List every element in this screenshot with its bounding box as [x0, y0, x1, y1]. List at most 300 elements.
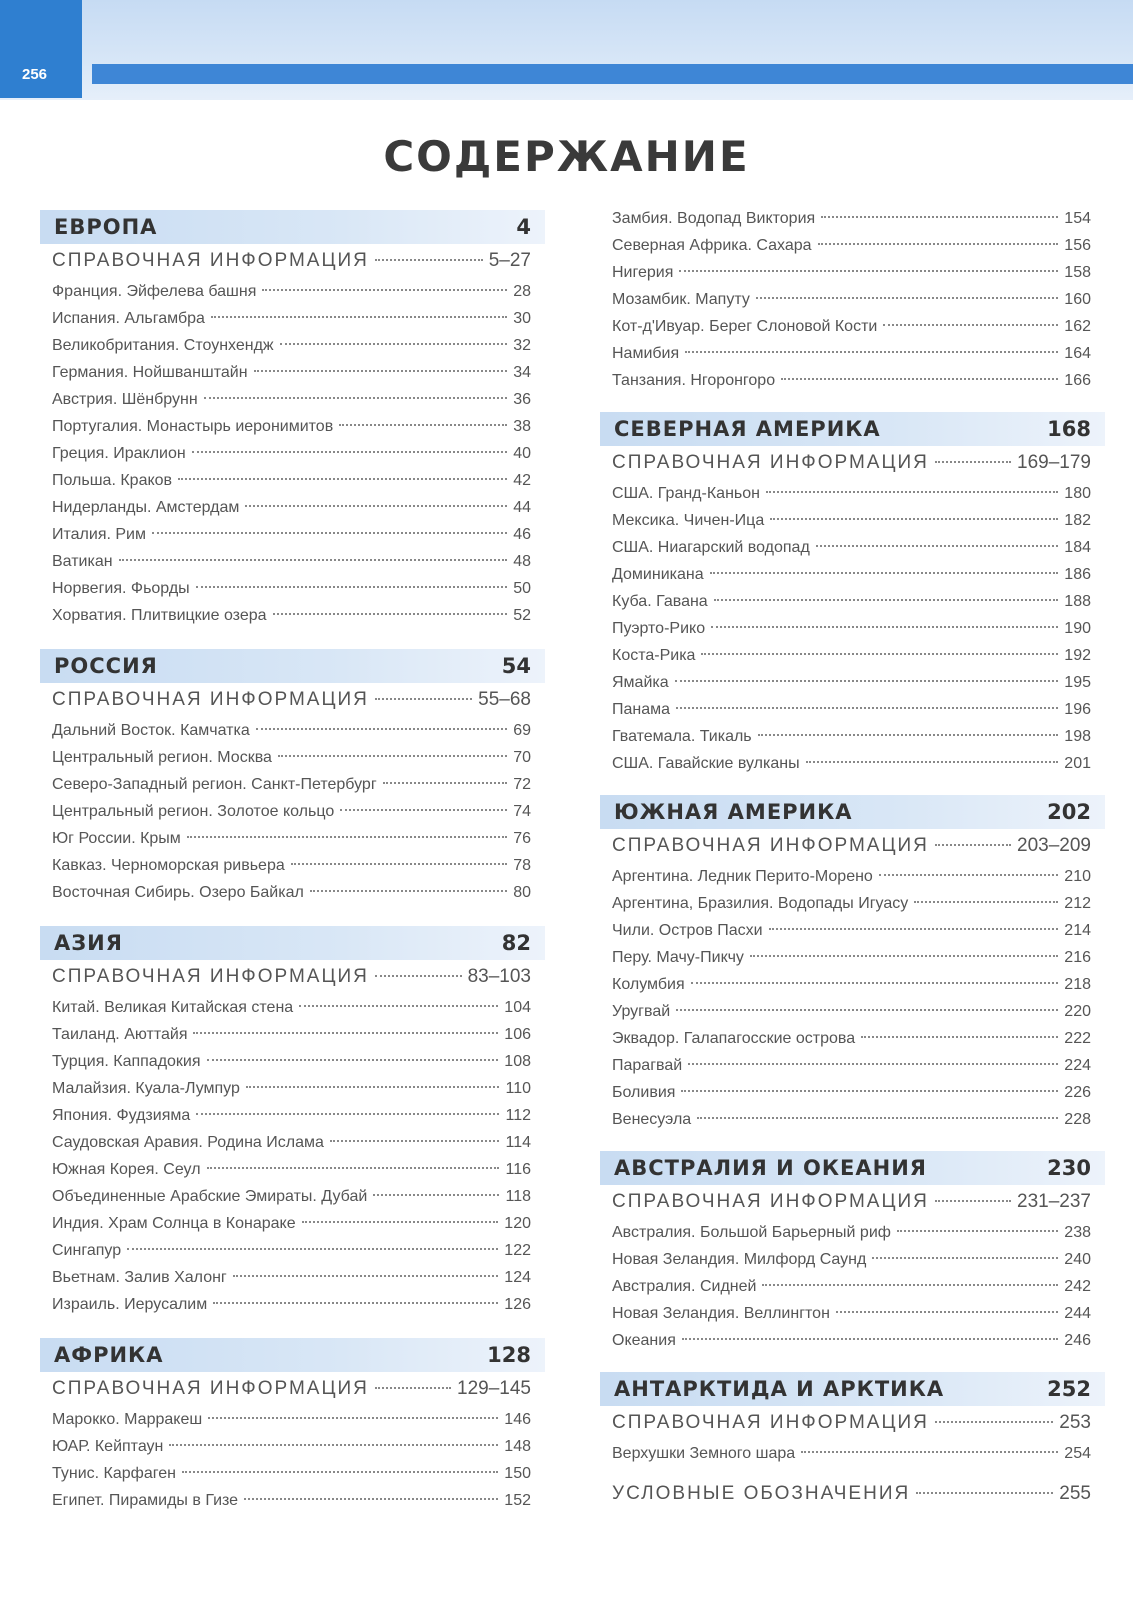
toc-entry[interactable] — [600, 507, 1105, 534]
toc-entry[interactable] — [600, 205, 1105, 232]
toc-entry-page: 195 — [1064, 674, 1091, 691]
dot-leader — [192, 451, 508, 453]
toc-entry-page: 184 — [1064, 539, 1091, 556]
dot-leader — [806, 761, 1059, 763]
toc-entry-label: Кавказ. Черноморская ривьера — [52, 857, 285, 874]
section-title: АВСТРАЛИЯ И ОКЕАНИЯ — [614, 1156, 927, 1180]
dot-leader — [373, 1194, 499, 1196]
toc-entry-page: 160 — [1064, 291, 1091, 308]
toc-entry-label: Новая Зеландия. Милфорд Саунд — [612, 1251, 867, 1268]
section-spacer — [600, 777, 1105, 795]
toc-entry-label: Малайзия. Куала-Лумпур — [52, 1080, 240, 1097]
section-header[interactable] — [40, 210, 545, 244]
toc-entry[interactable] — [40, 494, 545, 521]
toc-entry[interactable] — [600, 561, 1105, 588]
toc-entry-label: СПРАВОЧНАЯ ИНФОРМАЦИЯ — [52, 689, 369, 710]
dot-leader — [178, 478, 507, 480]
toc-entry-page: 83–103 — [467, 966, 531, 987]
section-page-number: 128 — [487, 1343, 531, 1367]
reference-info-entry[interactable] — [600, 446, 1105, 480]
toc-entry-label: СПРАВОЧНАЯ ИНФОРМАЦИЯ — [612, 835, 929, 856]
toc-entry-page: 226 — [1064, 1084, 1091, 1101]
reference-info-entry[interactable] — [600, 829, 1105, 863]
toc-entry[interactable] — [600, 588, 1105, 615]
reference-info-entry[interactable] — [40, 244, 545, 278]
section-page-number: 252 — [1047, 1377, 1091, 1401]
dot-leader — [916, 1492, 1053, 1494]
toc-section — [600, 412, 1105, 777]
toc-entry-label: Куба. Гавана — [612, 593, 708, 610]
toc-section — [40, 926, 545, 1318]
toc-entry[interactable] — [600, 1246, 1105, 1273]
toc-entry[interactable] — [600, 1300, 1105, 1327]
toc-entry[interactable] — [40, 1237, 545, 1264]
reference-info-entry[interactable] — [600, 1185, 1105, 1219]
toc-section — [600, 205, 1105, 394]
toc-entry-page: 146 — [504, 1411, 531, 1428]
toc-entry[interactable] — [40, 852, 545, 879]
dot-leader — [152, 532, 507, 534]
toc-entry-label: Аргентина. Ледник Перито-Морено — [612, 868, 873, 885]
toc-entry[interactable] — [40, 602, 545, 629]
toc-entry-page: 253 — [1059, 1412, 1091, 1433]
dot-leader — [679, 270, 1058, 272]
toc-entry[interactable] — [600, 750, 1105, 777]
toc-entry-page: 224 — [1064, 1057, 1091, 1074]
toc-entry-label: Ямайка — [612, 674, 669, 691]
reference-info-entry[interactable] — [40, 683, 545, 717]
dot-leader — [935, 461, 1011, 463]
section-header[interactable] — [600, 1372, 1105, 1406]
section-title: АФРИКА — [54, 1343, 164, 1367]
dot-leader — [685, 351, 1058, 353]
reference-info-entry[interactable] — [600, 1406, 1105, 1440]
reference-info-entry[interactable] — [40, 1372, 545, 1406]
toc-entry[interactable] — [600, 340, 1105, 367]
toc-entry-label: УСЛОВНЫЕ ОБОЗНАЧЕНИЯ — [612, 1483, 911, 1504]
dot-leader — [762, 1284, 1058, 1286]
dot-leader — [676, 1009, 1058, 1011]
toc-section — [600, 1372, 1105, 1467]
toc-entry[interactable] — [40, 1156, 545, 1183]
dot-leader — [781, 378, 1058, 380]
toc-entry-page: 76 — [513, 830, 531, 847]
toc-entry[interactable] — [40, 1021, 545, 1048]
section-header[interactable] — [40, 1338, 545, 1372]
toc-entry-label: Перу. Мачу-Пикчу — [612, 949, 744, 966]
toc-entry[interactable] — [600, 1440, 1105, 1467]
toc-entry-label: Египет. Пирамиды в Гизе — [52, 1492, 239, 1509]
toc-section — [40, 210, 545, 629]
dot-leader — [383, 782, 508, 784]
toc-entry-label: Ватикан — [52, 553, 113, 570]
dot-leader — [935, 844, 1011, 846]
toc-entry-label: Центральный регион. Золотое кольцо — [52, 803, 335, 820]
toc-entry-label: Замбия. Водопад Виктория — [612, 210, 816, 227]
toc-entry-page: 30 — [513, 310, 531, 327]
toc-entry-label: Колумбия — [612, 976, 685, 993]
section-spacer — [600, 394, 1105, 412]
toc-entry-page: 182 — [1064, 512, 1091, 529]
toc-entry-page: 28 — [513, 283, 531, 300]
toc-entry[interactable] — [600, 259, 1105, 286]
toc-entry-page: 55–68 — [478, 689, 531, 710]
dot-leader — [375, 698, 472, 700]
dot-leader — [375, 259, 483, 261]
toc-entry[interactable] — [600, 971, 1105, 998]
toc-entry-page: 156 — [1064, 237, 1091, 254]
toc-entry-label: Греция. Ираклион — [52, 445, 186, 462]
toc-entry-label: США. Гавайские вулканы — [612, 755, 800, 772]
toc-entry[interactable] — [600, 367, 1105, 394]
toc-entry-label: Доминикана — [612, 566, 704, 583]
page-title: СОДЕРЖАНИЕ — [383, 132, 750, 181]
toc-entry-label: Кот-д'Ивуар. Берег Слоновой Кости — [612, 318, 878, 335]
toc-entry-page: 180 — [1064, 485, 1091, 502]
toc-entry-label: Венесуэла — [612, 1111, 692, 1128]
dot-leader — [375, 975, 462, 977]
toc-entry-label: Дальний Восток. Камчатка — [52, 722, 250, 739]
toc-entry-label: Аргентина, Бразилия. Водопады Игуасу — [612, 895, 909, 912]
toc-entry-page: 220 — [1064, 1003, 1091, 1020]
toc-entry-page: 164 — [1064, 345, 1091, 362]
dot-leader — [897, 1230, 1058, 1232]
toc-entry[interactable] — [40, 521, 545, 548]
toc-entry[interactable] — [40, 1210, 545, 1237]
toc-entry[interactable] — [600, 642, 1105, 669]
toc-entry-label: Центральный регион. Москва — [52, 749, 272, 766]
toc-entry-page: 129–145 — [457, 1378, 531, 1399]
toc-entry-label: СПРАВОЧНАЯ ИНФОРМАЦИЯ — [612, 452, 929, 473]
toc-entry[interactable] — [40, 386, 545, 413]
toc-entry[interactable] — [40, 278, 545, 305]
toc-entry-label: СПРАВОЧНАЯ ИНФОРМАЦИЯ — [52, 966, 369, 987]
dot-leader — [187, 836, 507, 838]
header-stripe — [92, 64, 1133, 84]
toc-entry[interactable] — [40, 798, 545, 825]
dot-leader — [883, 324, 1058, 326]
toc-section — [600, 795, 1105, 1133]
toc-entry[interactable] — [600, 534, 1105, 561]
toc-entry[interactable] — [600, 863, 1105, 890]
toc-entry-label: Саудовская Аравия. Родина Ислама — [52, 1134, 324, 1151]
dot-leader — [710, 572, 1059, 574]
toc-entry-label: Марокко. Марракеш — [52, 1411, 203, 1428]
toc-left-column — [40, 210, 545, 1514]
toc-entry[interactable] — [600, 998, 1105, 1025]
toc-entry[interactable] — [40, 1183, 545, 1210]
toc-entry[interactable] — [40, 717, 545, 744]
toc-section — [40, 1338, 545, 1514]
toc-entry-label: Индия. Храм Солнца в Конараке — [52, 1215, 296, 1232]
toc-entry-page: 114 — [505, 1134, 531, 1151]
toc-entry-page: 120 — [504, 1215, 531, 1232]
toc-entry[interactable] — [600, 669, 1105, 696]
section-spacer — [40, 629, 545, 649]
toc-entry-label: Польша. Краков — [52, 472, 173, 489]
toc-entry-label: Юг России. Крым — [52, 830, 181, 847]
toc-entry[interactable] — [40, 467, 545, 494]
toc-entry[interactable] — [40, 332, 545, 359]
toc-entry[interactable] — [40, 575, 545, 602]
dot-leader — [688, 1063, 1058, 1065]
dot-leader — [193, 1032, 498, 1034]
dot-leader — [861, 1036, 1058, 1038]
toc-entry-page: 106 — [504, 1026, 531, 1043]
dot-leader — [213, 1302, 498, 1304]
toc-entry-page: 50 — [513, 580, 531, 597]
toc-entry-page: 203–209 — [1017, 835, 1091, 856]
toc-entry-label: Эквадор. Галапагосские острова — [612, 1030, 856, 1047]
toc-entry-label: Австрия. Шёнбрунн — [52, 391, 198, 408]
dot-leader — [675, 680, 1059, 682]
dot-leader — [714, 599, 1059, 601]
toc-entry-page: 122 — [504, 1242, 531, 1259]
dot-leader — [818, 243, 1059, 245]
toc-entry[interactable] — [600, 917, 1105, 944]
legend-entry[interactable] — [600, 1477, 1105, 1511]
toc-entry-page: 36 — [513, 391, 531, 408]
dot-leader — [280, 343, 508, 345]
toc-entry[interactable] — [40, 771, 545, 798]
dot-leader — [340, 809, 507, 811]
toc-entry-page: 218 — [1064, 976, 1091, 993]
section-title: СЕВЕРНАЯ АМЕРИКА — [614, 417, 881, 441]
toc-entry-page: 52 — [513, 607, 531, 624]
reference-info-entry[interactable] — [40, 960, 545, 994]
toc-entry[interactable] — [40, 1048, 545, 1075]
toc-entry-page: 154 — [1064, 210, 1091, 227]
toc-entry-label: Франция. Эйфелева башня — [52, 283, 257, 300]
dot-leader — [254, 370, 508, 372]
toc-entry-label: Новая Зеландия. Веллингтон — [612, 1305, 830, 1322]
toc-entry-page: 255 — [1059, 1483, 1091, 1504]
toc-entry[interactable] — [600, 232, 1105, 259]
toc-entry-label: Боливия — [612, 1084, 676, 1101]
toc-entry-label: Уругвай — [612, 1003, 671, 1020]
toc-entry[interactable] — [600, 944, 1105, 971]
toc-entry[interactable] — [600, 890, 1105, 917]
toc-entry[interactable] — [40, 1406, 545, 1433]
toc-entry[interactable] — [600, 615, 1105, 642]
toc-entry-page: 212 — [1064, 895, 1091, 912]
page-number-tab — [0, 0, 82, 98]
section-header[interactable] — [600, 795, 1105, 829]
toc-entry[interactable] — [600, 1273, 1105, 1300]
toc-entry-label: Австралия. Большой Барьерный риф — [612, 1224, 891, 1241]
toc-entry-page: 198 — [1064, 728, 1091, 745]
toc-entry-label: Чили. Остров Пасхи — [612, 922, 763, 939]
toc-entry-page: 74 — [513, 803, 531, 820]
toc-entry-page: 38 — [513, 418, 531, 435]
toc-entry-page: 231–237 — [1017, 1191, 1091, 1212]
toc-entry[interactable] — [40, 305, 545, 332]
dot-leader — [758, 734, 1059, 736]
dot-leader — [756, 297, 1058, 299]
dot-leader — [233, 1275, 499, 1277]
toc-entry[interactable] — [40, 994, 545, 1021]
toc-entry[interactable] — [40, 1487, 545, 1514]
toc-entry-page: 32 — [513, 337, 531, 354]
toc-entry-label: Тунис. Карфаген — [52, 1465, 176, 1482]
dot-leader — [119, 559, 508, 561]
dot-leader — [697, 1117, 1058, 1119]
toc-entry[interactable] — [600, 1025, 1105, 1052]
section-header[interactable] — [40, 649, 545, 683]
dot-leader — [691, 982, 1059, 984]
toc-entry-label: Северо-Западный регион. Санкт-Петербург — [52, 776, 377, 793]
toc-entry[interactable] — [600, 1106, 1105, 1133]
toc-entry-label: СПРАВОЧНАЯ ИНФОРМАЦИЯ — [612, 1191, 929, 1212]
dot-leader — [879, 874, 1058, 876]
toc-entry-page: 72 — [513, 776, 531, 793]
header-band — [0, 0, 1133, 100]
toc-entry-label: Мексика. Чичен-Ица — [612, 512, 765, 529]
toc-entry-label: Северная Африка. Сахара — [612, 237, 812, 254]
section-title: ЕВРОПА — [54, 215, 158, 239]
toc-entry-label: США. Ниагарский водопад — [612, 539, 810, 556]
toc-entry-label: Хорватия. Плитвицкие озера — [52, 607, 267, 624]
toc-entry-label: США. Гранд-Каньон — [612, 485, 760, 502]
toc-entry-page: 196 — [1064, 701, 1091, 718]
toc-entry[interactable] — [600, 696, 1105, 723]
toc-entry[interactable] — [40, 879, 545, 906]
dot-leader — [245, 505, 507, 507]
toc-entry-page: 214 — [1064, 922, 1091, 939]
toc-entry-label: Танзания. Нгоронгоро — [612, 372, 776, 389]
toc-entry[interactable] — [40, 548, 545, 575]
dot-leader — [750, 955, 1058, 957]
toc-entry-page: 80 — [513, 884, 531, 901]
toc-entry-label: Великобритания. Стоунхендж — [52, 337, 274, 354]
toc-entry-label: Восточная Сибирь. Озеро Байкал — [52, 884, 304, 901]
toc-entry[interactable] — [600, 480, 1105, 507]
section-header[interactable] — [600, 1151, 1105, 1185]
toc-entry-label: Турция. Каппадокия — [52, 1053, 201, 1070]
toc-entry-page: 44 — [513, 499, 531, 516]
section-page-number: 230 — [1047, 1156, 1091, 1180]
toc-entry[interactable] — [600, 1327, 1105, 1354]
section-header[interactable] — [40, 926, 545, 960]
toc-entry[interactable] — [40, 440, 545, 467]
toc-entry-page: 48 — [513, 553, 531, 570]
section-title: ЮЖНАЯ АМЕРИКА — [614, 800, 853, 824]
section-page-number: 202 — [1047, 800, 1091, 824]
toc-entry-label: Пуэрто-Рико — [612, 620, 706, 637]
toc-entry[interactable] — [40, 1129, 545, 1156]
toc-entry[interactable] — [600, 286, 1105, 313]
toc-section — [600, 1151, 1105, 1354]
dot-leader — [207, 1059, 499, 1061]
toc-entry[interactable] — [40, 1264, 545, 1291]
toc-entry[interactable] — [600, 1079, 1105, 1106]
toc-entry[interactable] — [600, 313, 1105, 340]
dot-leader — [207, 1167, 500, 1169]
toc-entry-label: Южная Корея. Сеул — [52, 1161, 201, 1178]
toc-entry-label: Израиль. Иерусалим — [52, 1296, 208, 1313]
toc-entry-page: 118 — [505, 1188, 531, 1205]
toc-entry-page: 152 — [504, 1492, 531, 1509]
toc-entry-page: 158 — [1064, 264, 1091, 281]
toc-entry-label: Норвегия. Фьорды — [52, 580, 190, 597]
toc-entry[interactable] — [40, 359, 545, 386]
toc-entry-label: Германия. Нойшванштайн — [52, 364, 248, 381]
dot-leader — [246, 1086, 500, 1088]
toc-entry[interactable] — [600, 1052, 1105, 1079]
toc-entry-label: Таиланд. Аюттайя — [52, 1026, 188, 1043]
toc-entry-page: 242 — [1064, 1278, 1091, 1295]
toc-entry-label: Япония. Фудзияма — [52, 1107, 191, 1124]
toc-entry[interactable] — [40, 1460, 545, 1487]
toc-entry-page: 126 — [504, 1296, 531, 1313]
toc-entry-page: 192 — [1064, 647, 1091, 664]
toc-entry-page: 222 — [1064, 1030, 1091, 1047]
toc-entry[interactable] — [40, 744, 545, 771]
toc-entry-page: 201 — [1064, 755, 1091, 772]
section-spacer — [40, 906, 545, 926]
toc-entry-page: 108 — [504, 1053, 531, 1070]
toc-entry-page: 116 — [505, 1161, 531, 1178]
toc-entry-page: 240 — [1064, 1251, 1091, 1268]
dot-leader — [801, 1451, 1058, 1453]
toc-entry-page: 216 — [1064, 949, 1091, 966]
toc-entry-page: 110 — [505, 1080, 531, 1097]
dot-leader — [244, 1498, 498, 1500]
toc-entry[interactable] — [600, 1219, 1105, 1246]
toc-entry-label: Китай. Великая Китайская стена — [52, 999, 294, 1016]
toc-entry-page: 190 — [1064, 620, 1091, 637]
toc-entry[interactable] — [40, 825, 545, 852]
dot-leader — [821, 216, 1058, 218]
toc-entry-page: 162 — [1064, 318, 1091, 335]
toc-entry-label: Коста-Рика — [612, 647, 696, 664]
dot-leader — [310, 890, 507, 892]
dot-leader — [375, 1387, 451, 1389]
toc-entry-page: 246 — [1064, 1332, 1091, 1349]
toc-entry[interactable] — [40, 1291, 545, 1318]
toc-entry[interactable] — [40, 1433, 545, 1460]
toc-entry[interactable] — [600, 723, 1105, 750]
toc-entry-label: Нигерия — [612, 264, 674, 281]
toc-entry-label: Сингапур — [52, 1242, 122, 1259]
toc-entry-page: 34 — [513, 364, 531, 381]
toc-entry-page: 70 — [513, 749, 531, 766]
toc-entry[interactable] — [40, 1102, 545, 1129]
section-spacer — [600, 1133, 1105, 1151]
toc-entry[interactable] — [40, 413, 545, 440]
section-header[interactable] — [600, 412, 1105, 446]
dot-leader — [302, 1221, 499, 1223]
toc-entry-label: ЮАР. Кейптаун — [52, 1438, 164, 1455]
page-number: 256 — [22, 66, 48, 83]
toc-entry-label: Австралия. Сидней — [612, 1278, 757, 1295]
toc-entry-page: 42 — [513, 472, 531, 489]
toc-entry-page: 69 — [513, 722, 531, 739]
toc-entry-label: Италия. Рим — [52, 526, 146, 543]
toc-entry-label: Нидерланды. Амстердам — [52, 499, 240, 516]
dot-leader — [291, 863, 507, 865]
dot-leader — [681, 1090, 1058, 1092]
toc-entry-page: 254 — [1064, 1445, 1091, 1462]
toc-entry-page: 186 — [1064, 566, 1091, 583]
toc-entry[interactable] — [40, 1075, 545, 1102]
dot-leader — [339, 424, 507, 426]
toc-entry-label: Объединенные Арабские Эмираты. Дубай — [52, 1188, 368, 1205]
section-page-number: 4 — [516, 215, 531, 239]
toc-entry-page: 40 — [513, 445, 531, 462]
dot-leader — [299, 1005, 498, 1007]
section-spacer — [40, 1318, 545, 1338]
